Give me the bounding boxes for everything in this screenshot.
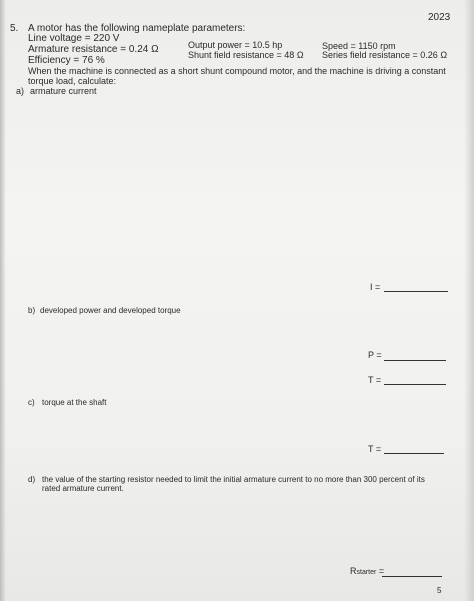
- param-output-power: Output power = 10.5 hp: [188, 40, 283, 50]
- part-c-text: torque at the shaft: [42, 398, 107, 407]
- param-line-voltage: Line voltage = 220 V: [28, 33, 120, 44]
- page-number: 5: [437, 586, 442, 595]
- part-d-text-line-1: the value of the starting resistor needed to limit the initial armature current to no more than 300 percent of its: [42, 475, 425, 484]
- answer-label-R: R: [350, 566, 357, 576]
- question-number: 5.: [10, 23, 19, 34]
- part-d-text-line-2: rated armature current.: [42, 484, 124, 493]
- answer-label-starter-subscript: starter: [356, 569, 377, 576]
- part-d-letter: d): [28, 475, 36, 484]
- param-speed: Speed = 1150 rpm: [322, 41, 396, 51]
- part-c-letter: c): [28, 398, 35, 407]
- part-a-text: armature current: [30, 86, 97, 96]
- answer-label-P: P =: [368, 350, 382, 360]
- answer-label-T-shaft: T =: [368, 444, 382, 454]
- part-b-text: developed power and developed torque: [40, 306, 181, 315]
- answer-label-R-equals: =: [376, 566, 385, 576]
- part-b-letter: b): [28, 306, 36, 315]
- part-a-letter: a): [16, 86, 25, 96]
- condition-line-2: torque load, calculate:: [28, 76, 117, 86]
- condition-line-1: When the machine is connected as a short shunt compound motor, and the machine is driving a constant: [28, 66, 446, 76]
- param-armature-resistance: Armature resistance = 0.24 Ω: [28, 44, 159, 55]
- answer-label-T-developed: T =: [368, 375, 382, 385]
- param-efficiency: Efficiency = 76 %: [28, 55, 105, 66]
- year-label: 2023: [428, 12, 451, 23]
- page-edge-shadow-left: [0, 0, 6, 601]
- answer-blank-T-shaft[interactable]: [384, 453, 444, 454]
- answer-blank-T-developed[interactable]: [384, 384, 446, 385]
- param-series-field-resistance: Series field resistance = 0.26 Ω: [322, 50, 448, 60]
- param-shunt-field-resistance: Shunt field resistance = 48 Ω: [188, 50, 304, 60]
- answer-label-R-starter: [350, 566, 384, 576]
- answer-blank-P[interactable]: [384, 360, 446, 361]
- question-intro: A motor has the following nameplate parameters:: [28, 23, 246, 34]
- answer-blank-R-starter[interactable]: [382, 576, 442, 577]
- page-edge-shadow-right: [464, 0, 474, 601]
- answer-blank-I[interactable]: [384, 291, 448, 292]
- answer-label-I: I =: [370, 282, 381, 292]
